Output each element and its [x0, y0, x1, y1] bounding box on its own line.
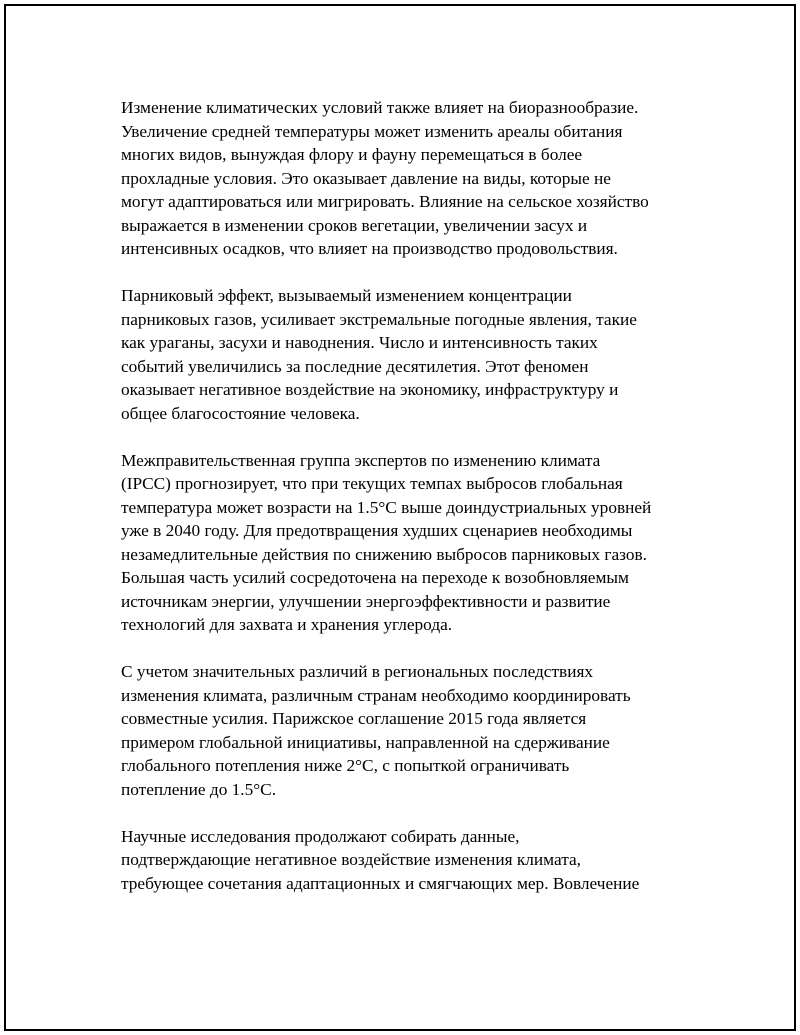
text-line: подтверждающие негативное воздействие изменения климата,	[121, 850, 581, 869]
text-line: прохладные условия. Это оказывает давление на виды, которые не	[121, 168, 611, 188]
text-line: примером глобальной инициативы, направленной на сдерживание	[121, 732, 610, 752]
paragraph-biodiversity	[121, 96, 701, 261]
text-line: глобального потепления ниже 2°C, с попыткой ограничивать	[121, 756, 570, 775]
text-line: Изменение климатических условий также влияет на биоразнообразие.	[121, 98, 639, 117]
text-line: уже в 2040 году. Для предотвращения худших сценариев необходимы	[121, 521, 633, 540]
text-line: совместные усилия. Парижское соглашение 2015 года является	[121, 709, 587, 728]
text-line: Увеличение средней температуры может изменить ареалы обитания	[121, 121, 623, 141]
text-line: источникам энергии, улучшении энергоэффективности и развитие	[121, 591, 611, 611]
text-line: Большая часть усилий сосредоточена на переходе к возобновляемым	[121, 568, 629, 587]
text-line: Парниковый эффект, вызываемый изменением концентрации	[121, 286, 572, 305]
text-line: С учетом значительных различий в региональных последствиях	[121, 662, 594, 681]
paragraph-paris-agreement	[121, 660, 701, 801]
text-line: (IPCC) прогнозирует, что при текущих темпах выбросов глобальная	[121, 474, 623, 493]
paragraph-research	[121, 825, 701, 896]
text-line: выражается в изменении сроков вегетации, увеличении засух и	[121, 215, 588, 235]
text-line: Научные исследования продолжают собирать данные,	[121, 826, 520, 846]
text-line: общее благосостояние человека.	[121, 403, 360, 423]
text-line: технологий для захвата и хранения углерода.	[121, 615, 453, 634]
text-line: могут адаптироваться или мигрировать. Влияние на сельское хозяйство	[121, 192, 649, 211]
text-line: изменения климата, различным странам необходимо координировать	[121, 685, 631, 705]
paragraph-ipcc	[121, 449, 701, 637]
text-line: событий увеличились за последние десятилетия. Этот феномен	[121, 356, 589, 376]
text-line: как ураганы, засухи и наводнения. Число и интенсивность таких	[121, 333, 598, 352]
text-line: интенсивных осадков, что влияет на производство продовольствия.	[121, 239, 618, 258]
text-line: парниковых газов, усиливает экстремальные погодные явления, такие	[121, 309, 637, 329]
paragraph-greenhouse-effect	[121, 284, 701, 425]
text-line: оказывает негативное воздействие на экономику, инфраструктуру и	[121, 380, 619, 399]
text-line: потепление до 1.5°C.	[121, 779, 277, 799]
text-line: незамедлительные действия по снижению выбросов парниковых газов.	[121, 544, 647, 564]
document-body	[121, 96, 701, 919]
text-line: многих видов, вынуждая флору и фауну перемещаться в более	[121, 145, 583, 164]
page-frame	[4, 4, 796, 1031]
text-line: Межправительственная группа экспертов по изменению климата	[121, 450, 601, 470]
text-line: требующее сочетания адаптационных и смягчающих мер. Вовлечение	[121, 873, 640, 893]
text-line: температура может возрасти на 1.5°C выше доиндустриальных уровней	[121, 497, 652, 517]
